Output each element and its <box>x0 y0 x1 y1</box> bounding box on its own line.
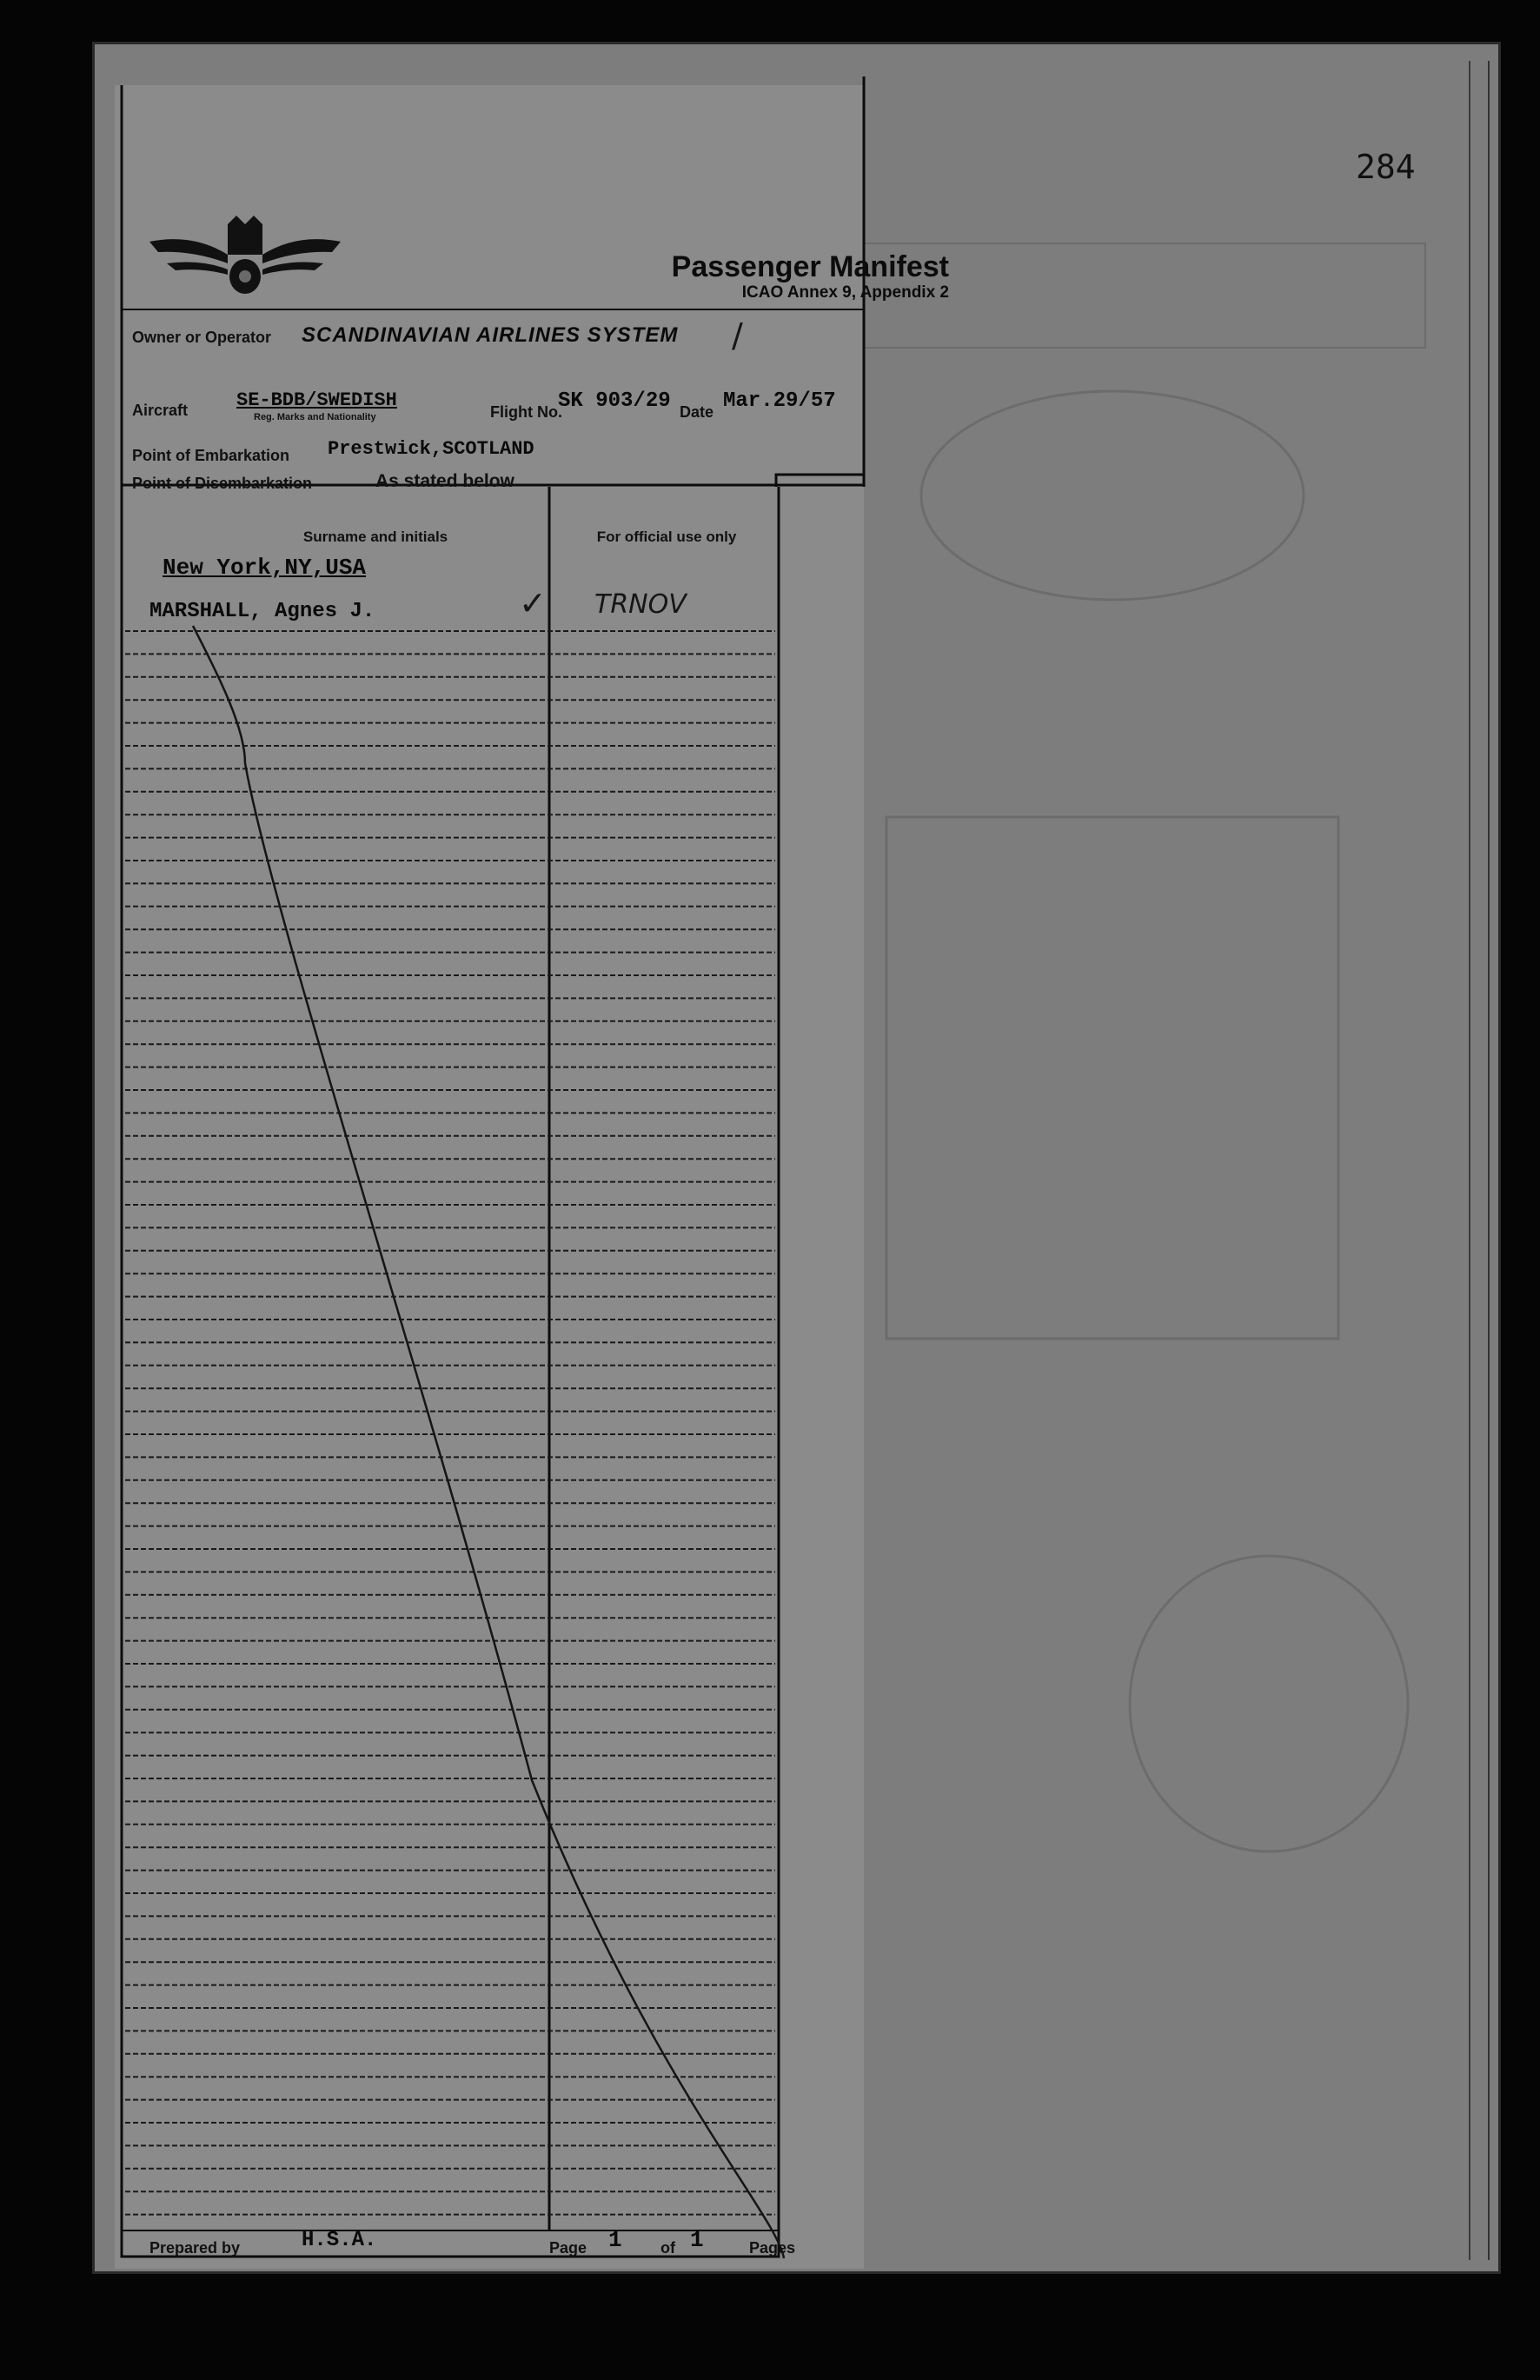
passenger-name: MARSHALL, Agnes J. <box>149 600 375 623</box>
official-use-column-header: For official use only <box>596 529 737 545</box>
disembarkation-label: Point of Disembarkation <box>132 475 313 492</box>
back-sheet-edge <box>1469 61 1490 2260</box>
destination-heading: New York,NY,USA <box>163 555 367 581</box>
surname-column-header: Surname and initials <box>302 529 448 545</box>
prepared-by-label: Prepared by <box>149 2239 241 2257</box>
embarkation-value: Prestwick,SCOTLAND <box>328 438 534 460</box>
winged-crown-logo-icon <box>141 216 349 302</box>
page-value: 1 <box>608 2227 622 2253</box>
pages-label: Pages <box>749 2239 796 2257</box>
page-label: Page <box>549 2239 587 2257</box>
aircraft-value: SE-BDB/SWEDISH <box>236 389 397 411</box>
flight-value: SK 903/29 <box>558 389 671 413</box>
owner-mark: / <box>732 316 743 355</box>
flight-label: Flight No. <box>490 403 562 421</box>
disembarkation-value: As stated below <box>375 471 514 491</box>
passenger-manifest-form <box>115 85 949 2269</box>
owner-label: Owner or Operator <box>132 329 272 346</box>
manifest-title: Passenger Manifest <box>671 250 949 283</box>
date-value: Mar.29/57 <box>723 389 836 413</box>
aircraft-label: Aircraft <box>132 402 189 419</box>
prepared-by-value: H.S.A. <box>302 2229 377 2252</box>
page-number: 284 <box>1356 148 1416 186</box>
date-label: Date <box>680 403 714 421</box>
owner-value: SCANDINAVIAN AIRLINES SYSTEM <box>302 323 679 347</box>
of-value: 1 <box>690 2227 704 2253</box>
of-label: of <box>660 2239 675 2257</box>
manifest-subtitle: ICAO Annex 9, Appendix 2 <box>741 283 949 302</box>
reg-marks-label: Reg. Marks and Nationality <box>254 412 376 422</box>
check-mark: ✓ <box>519 584 547 622</box>
embarkation-label: Point of Embarkation <box>132 447 290 464</box>
official-note: TRNOV <box>594 589 687 620</box>
bleed-through-stamp <box>782 209 1460 2208</box>
